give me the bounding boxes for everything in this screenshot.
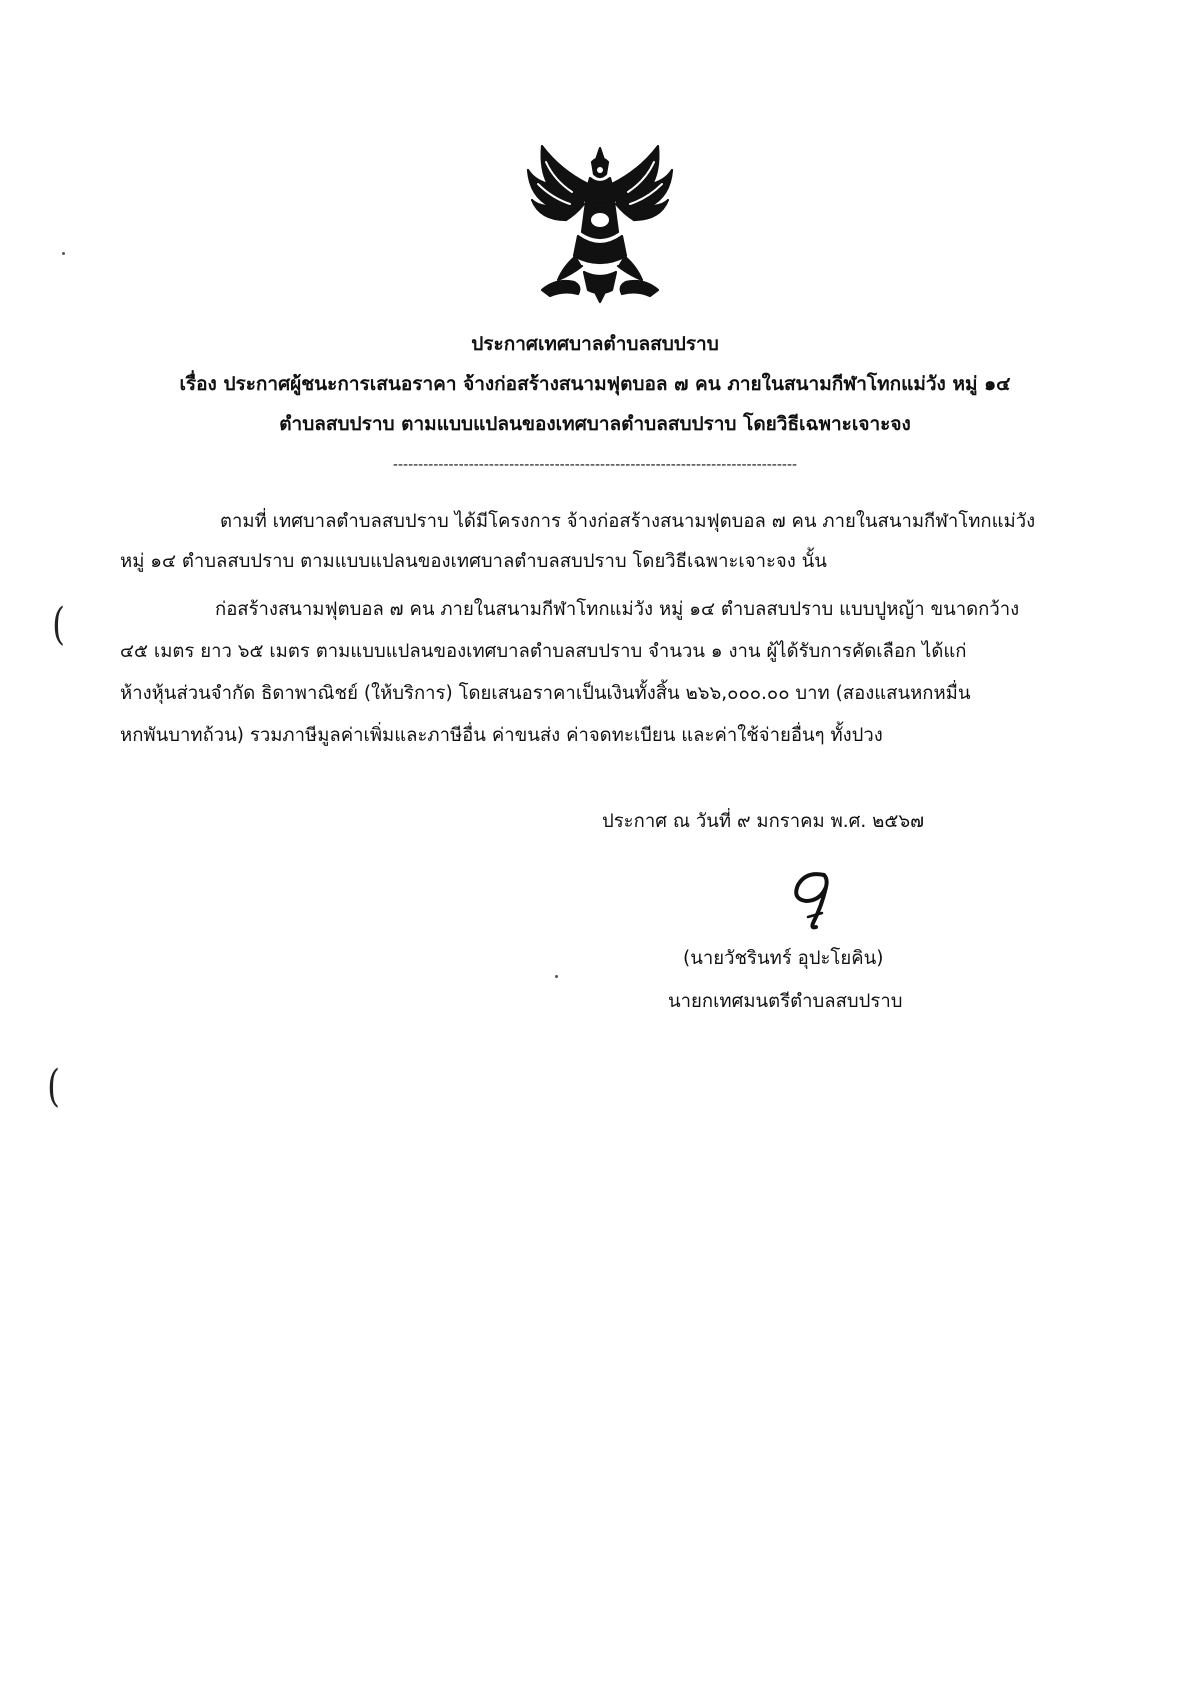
paragraph2-line3: ห้างหุ้นส่วนจำกัด ธิดาพาณิชย์ (ให้บริการ) โดยเสนอราคาเป็นเงินทั้งสิ้น ๒๖๖,๐๐๐.๐๐ บาท (สองแสนหกหมื่น — [120, 683, 971, 704]
announcement-subject-line1: เรื่อง ประกาศผู้ชนะการเสนอราคา จ้างก่อสร้างสนามฟุตบอล ๗ คน ภายในสนามกีฬาโทกแม่วัง หมู่ ๑๔ — [179, 373, 1011, 395]
garuda-emblem-icon — [520, 140, 680, 305]
scan-speck — [62, 252, 65, 255]
scan-speck — [555, 975, 558, 978]
punch-hole-mark: ( — [52, 599, 66, 650]
handwritten-signature-icon — [780, 865, 850, 935]
announcement-date: ประกาศ ณ วันที่ ๙ มกราคม พ.ศ. ๒๕๖๗ — [602, 811, 925, 832]
paragraph1-line1: ตามที่ เทศบาลตำบลสบปราบ ได้มีโครงการ จ้างก่อสร้างสนามฟุตบอล ๗ คน ภายในสนามกีฬาโทกแม่วัง — [220, 511, 1036, 532]
paragraph2-line4: หกพันบาทถ้วน) รวมภาษีมูลค่าเพิ่มและภาษีอื่น ค่าขนส่ง ค่าจดทะเบียน และค่าใช้จ่ายอื่นๆ ทั้งปวง — [120, 725, 883, 746]
paragraph1-line2: หมู่ ๑๔ ตำบลสบปราบ ตามแบบแปลนของเทศบาลตำบลสบปราบ โดยวิธีเฉพาะเจาะจง นั้น — [120, 551, 827, 572]
paragraph2-line1: ก่อสร้างสนามฟุตบอล ๗ คน ภายในสนามกีฬาโทกแม่วัง หมู่ ๑๔ ตำบลสบปราบ แบบปูหญ้า ขนาดกว้าง — [215, 599, 1020, 620]
paragraph2-line2: ๔๕ เมตร ยาว ๖๕ เมตร ตามแบบแปลนของเทศบาลตำบลสบปราบ จำนวน ๑ งาน ผู้ได้รับการคัดเลือก ได้แก่ — [120, 641, 967, 662]
announcement-subject-line2: ตำบลสบปราบ ตามแบบแปลนของเทศบาลตำบลสบปราบ โดยวิธีเฉพาะเจาะจง — [279, 413, 911, 435]
signer-position: นายกเทศมนตรีตำบลสบปราบ — [668, 991, 903, 1012]
announcement-title: ประกาศเทศบาลตำบลสบปราบ — [471, 333, 719, 355]
signer-name: (นายวัชรินทร์ อุปะโยคิน) — [683, 948, 884, 969]
punch-hole-mark: ( — [47, 1061, 61, 1112]
title-separator: -------------------------------------------------------------------------------- — [392, 457, 798, 473]
